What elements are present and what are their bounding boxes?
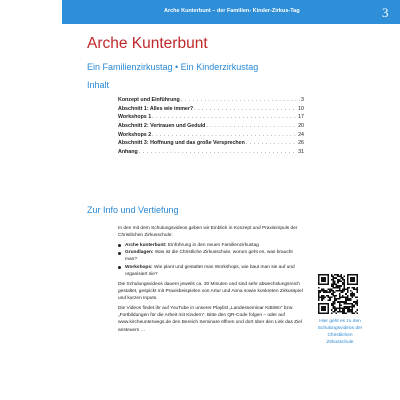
info-bullet-text: Einführung in den neuen Familienzirkustag	[166, 242, 259, 248]
info-bullet	[118, 264, 304, 278]
toc-label: Workshops 1	[118, 114, 152, 121]
info-intro: In den mit dem Schulungsvideos geben wir Einblick in Konzept und Praxisimpuls der Christlichen Zirkusschule:	[118, 226, 298, 239]
toc-leader-dots	[139, 148, 297, 157]
page-title: Arche Kunterbunt	[87, 35, 208, 52]
subtitle: Ein Familienzirkustag • Ein Kinderzirkustag	[87, 62, 259, 72]
info-bullet	[118, 249, 304, 263]
toc-label: Abschnitt 1: Alles wie immer?	[118, 105, 194, 112]
info-heading: Zur Info und Vertiefung	[87, 205, 179, 215]
toc-row[interactable]	[118, 105, 304, 114]
qr-caption: Hier geht es zu den Schulungsvideos der Christlichen Zirkusschule	[317, 319, 363, 345]
qr-code-icon[interactable]	[318, 274, 358, 314]
toc-page-number: 26	[298, 140, 304, 147]
toc-page-number: 17	[298, 114, 304, 121]
toc-leader-dots	[206, 122, 297, 131]
toc-page-number: 10	[298, 105, 304, 112]
info-paragraph-3: Die Videos findet ihr auf YouTube in unserer Playlist „Landesseminar KiBiWo“ bzw. „Fortbildungen für die Arbeit mit Kindern“. Bitte den QR-Code folgen – oder auf www.kircheunterwegs.de den Bereich Seminare öffnen und dort über den Link das Ziel ansteuern …	[118, 306, 302, 333]
info-paragraph-2: Die Schulungsvideos dauern jeweils ca. 30 Minuten und sind sehr abwechslungsreich gestaltet, gespickt mit Praxisbeispielen von Artur und Anna sowie konkreten Zirkusspiel und kurzen Inputs.	[118, 281, 303, 302]
toc-page-number: 3	[301, 97, 304, 103]
toc-leader-dots	[246, 139, 297, 148]
toc-row[interactable]	[118, 131, 304, 140]
toc-page-number: 24	[298, 131, 304, 138]
info-bullet-text: Was ist die Christliche Zirkusschule, worum geht es, was braucht man?	[125, 250, 293, 263]
info-bullet-term: Workshops:	[125, 264, 153, 270]
toc-label: Abschnitt 3: Hoffnung und das große Versprechen	[118, 140, 245, 147]
page-number: 3	[382, 5, 389, 20]
table-of-contents	[118, 96, 304, 157]
toc-leader-dots	[152, 131, 297, 140]
toc-row[interactable]	[118, 148, 304, 157]
toc-leader-dots	[194, 105, 297, 114]
toc-leader-dots	[181, 96, 300, 105]
header-title: Arche Kunterbunt – der Familien- Kinder-Zirkus-Tag	[164, 8, 300, 14]
info-bullet-list	[118, 242, 304, 278]
toc-leader-dots	[152, 113, 297, 122]
toc-label: Workshops 2	[118, 131, 152, 138]
toc-row[interactable]	[118, 113, 304, 122]
toc-row[interactable]	[118, 139, 304, 148]
toc-page-number: 20	[298, 123, 304, 130]
info-bullet	[118, 242, 304, 249]
info-bullet-term: Grundlagen:	[125, 250, 154, 256]
toc-label: Anhang	[118, 149, 138, 156]
toc-heading: Inhalt	[87, 80, 110, 90]
toc-row[interactable]	[118, 122, 304, 131]
info-bullet-term: Arche kunterbunt:	[125, 242, 167, 248]
info-bullet-text: Wie plant und gestaltet man Workshops, wie baut man sie auf und organisiert sie?	[125, 264, 295, 277]
info-text	[118, 225, 304, 336]
toc-label: Konzept und Einführung	[118, 97, 180, 103]
toc-row[interactable]	[118, 96, 304, 105]
toc-label: Abschnitt 2: Vertrauen und Geduld	[118, 123, 206, 130]
toc-page-number: 31	[298, 149, 304, 156]
header-bar	[62, 0, 400, 24]
